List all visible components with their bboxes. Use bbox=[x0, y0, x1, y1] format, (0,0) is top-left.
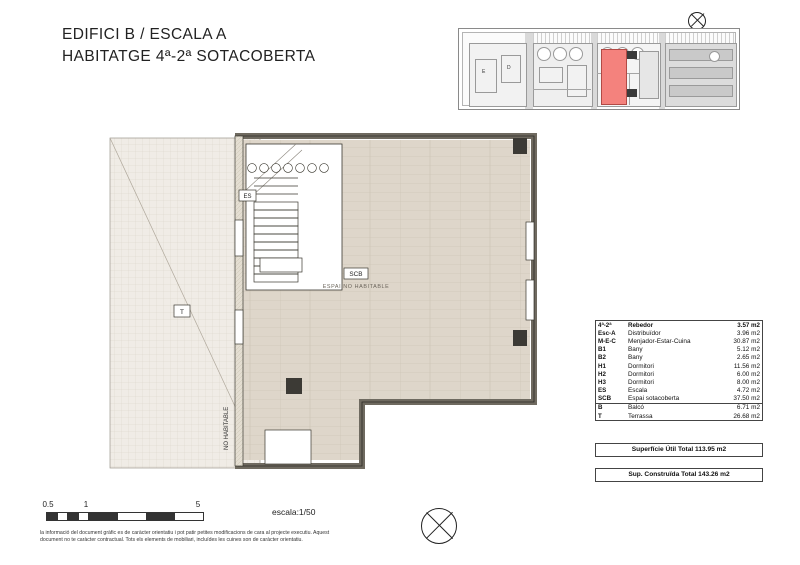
table-row bbox=[596, 354, 763, 362]
area-legend-table bbox=[595, 320, 763, 421]
legend-row-area-11: 26.68 m2 bbox=[733, 412, 760, 420]
legend-row-area-8: 4.72 m2 bbox=[736, 387, 760, 395]
legend-row-code-10: B bbox=[598, 404, 603, 412]
legend-row-area-1: 3.96 m2 bbox=[736, 329, 760, 337]
legend-row-name-10: Balcó bbox=[628, 404, 644, 412]
svg-text:ES: ES bbox=[243, 194, 252, 200]
legend-id-line2: Esc-A bbox=[598, 329, 616, 337]
scale-text: escala:1/50 bbox=[272, 507, 316, 517]
legend-row-name-2: Menjador-Estar-Cuina bbox=[628, 337, 691, 345]
legend-row-name-9: Espai sotacoberta bbox=[628, 395, 680, 403]
table-row bbox=[596, 362, 763, 370]
legend-row-area-9: 37.50 m2 bbox=[733, 395, 760, 403]
legend-row-code-3: B1 bbox=[598, 346, 606, 354]
table-row bbox=[596, 387, 763, 395]
table-row bbox=[596, 329, 763, 337]
scale-tick-0: 0.5 bbox=[42, 500, 54, 509]
legend-row-code-4: B2 bbox=[598, 354, 606, 362]
keyplan-highlighted-unit bbox=[601, 49, 627, 105]
table-row bbox=[596, 321, 763, 330]
key-plan bbox=[458, 28, 740, 110]
legend-row-name-5: Dormitori bbox=[628, 362, 654, 370]
legend-row-name-0: Rebedor bbox=[628, 321, 654, 329]
legend-id-line1: 4ª-2ª bbox=[598, 321, 612, 329]
legend-row-name-4: Bany bbox=[628, 354, 643, 362]
table-row bbox=[596, 395, 763, 404]
legend-row-name-8: Escala bbox=[628, 387, 648, 395]
legend-row-code-7: H3 bbox=[598, 378, 606, 386]
floor-plan-drawing bbox=[100, 130, 540, 490]
scale-bar bbox=[40, 500, 290, 528]
title-line-2: HABITATGE 4ª-2ª SOTACOBERTA bbox=[62, 48, 316, 65]
keyplan-room-letter-d: D bbox=[507, 65, 511, 71]
title-line-1: EDIFICI B / ESCALA A bbox=[62, 26, 227, 43]
legend-row-code-6: H2 bbox=[598, 370, 606, 378]
legend-row-name-1: Distribuïdor bbox=[628, 329, 661, 337]
scale-tick-1: 1 bbox=[83, 500, 89, 509]
table-row bbox=[596, 370, 763, 378]
legend-row-code-9: SCB bbox=[598, 395, 612, 403]
legend-row-code-11: T bbox=[598, 412, 602, 420]
table-row bbox=[596, 404, 763, 412]
page-title bbox=[62, 24, 315, 68]
legend-row-area-5: 11.56 m2 bbox=[733, 362, 760, 370]
legend-row-code-5: H1 bbox=[598, 362, 606, 370]
table-row bbox=[596, 412, 763, 421]
legend-row-area-6: 6.00 m2 bbox=[736, 370, 760, 378]
legend-row-area-4: 2.65 m2 bbox=[736, 354, 760, 362]
keyplan-room-letter-e: E bbox=[482, 69, 486, 75]
legend-row-area-3: 5.12 m2 bbox=[736, 346, 760, 354]
legend-row-name-7: Dormitori bbox=[628, 378, 654, 386]
svg-text:T: T bbox=[180, 309, 184, 316]
total-useful-area: Superfície Útil Total 113.95 m2 bbox=[595, 443, 763, 457]
legend-row-area-10: 6.71 m2 bbox=[736, 404, 760, 412]
svg-text:SCB: SCB bbox=[349, 271, 363, 278]
plan-vertical-note: NO HABITABLE bbox=[224, 406, 230, 450]
table-row bbox=[596, 346, 763, 354]
north-arrow-bottom-icon bbox=[421, 508, 457, 544]
legend-row-code-2: M-E-C bbox=[598, 337, 616, 345]
table-row bbox=[596, 337, 763, 345]
scale-tick-2: 5 bbox=[195, 500, 201, 509]
total-constructed-area: Sup. Construïda Total 143.26 m2 bbox=[595, 468, 763, 482]
legend-row-name-11: Terrassa bbox=[628, 412, 653, 420]
legend-row-area-0: 3.57 m2 bbox=[737, 321, 760, 329]
svg-text:ESPAI NO HABITABLE: ESPAI NO HABITABLE bbox=[322, 284, 390, 290]
legend-row-area-7: 8.00 m2 bbox=[736, 378, 760, 386]
legend-row-name-3: Bany bbox=[628, 346, 643, 354]
disclaimer-text: la informació del document gràfic es de caràcter orientatiu i pot patir petites modificacions de cara al projecte executiu. Aquest document no te caràcter contractual. Tots els elements de mobiliari, incluïdes les cuines son de caràcter orientatiu. bbox=[40, 530, 330, 544]
legend-row-code-8: ES bbox=[598, 387, 607, 395]
table-row bbox=[596, 378, 763, 386]
legend-row-name-6: Dormitori bbox=[628, 370, 654, 378]
legend-row-area-2: 30.87 m2 bbox=[733, 337, 760, 345]
